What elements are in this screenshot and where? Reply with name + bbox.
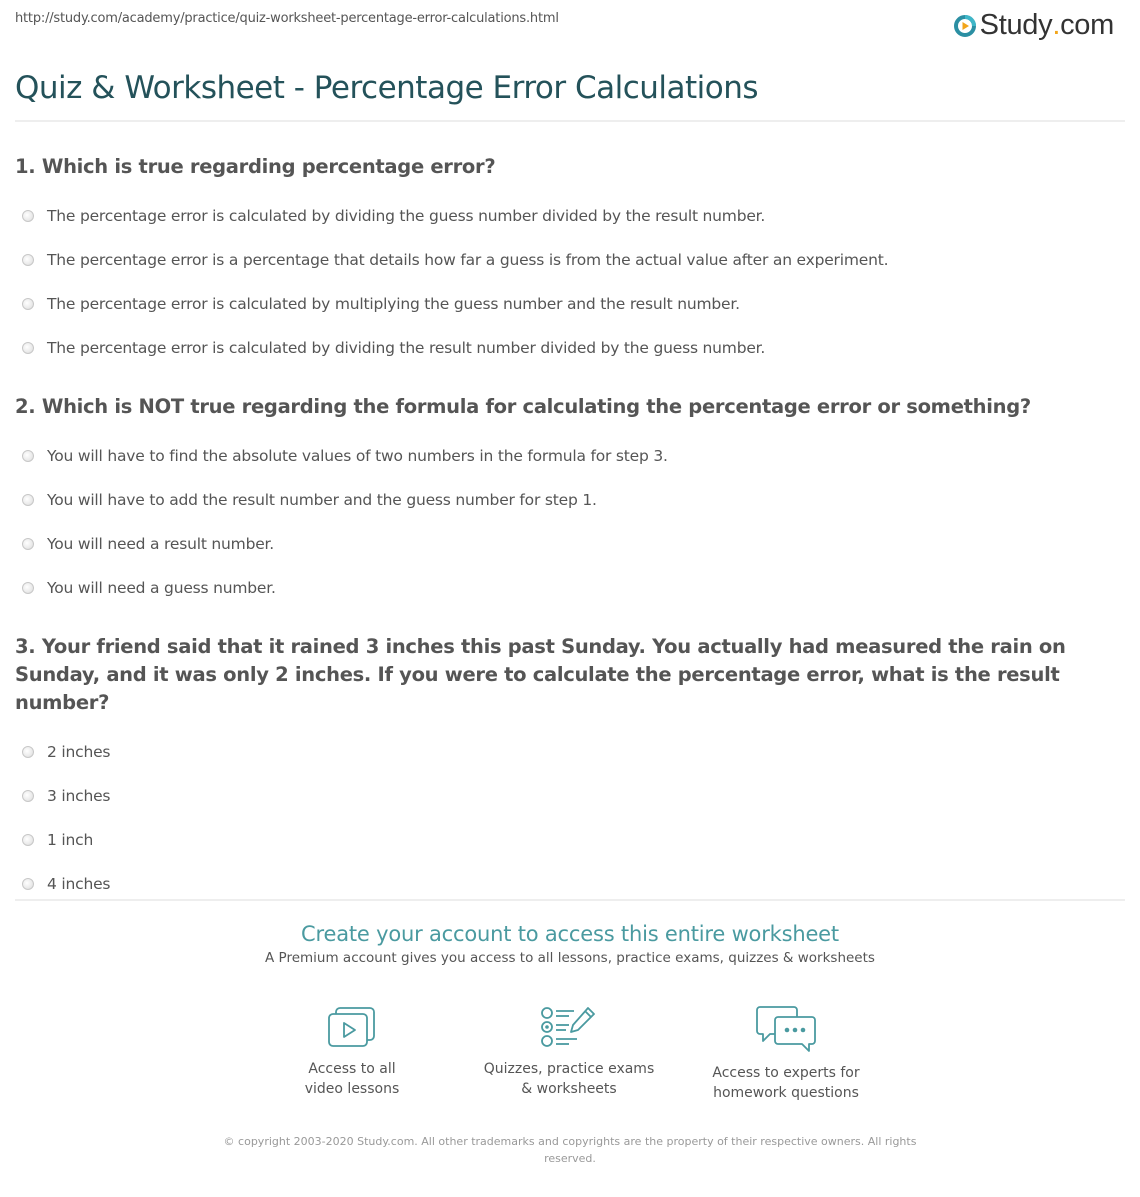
option-label: The percentage error is calculated by dividing the guess number divided by the result number.: [47, 207, 766, 225]
answer-option[interactable]: [15, 478, 1125, 522]
option-label: You will have to find the absolute values of two numbers in the formula for step 3.: [47, 447, 668, 465]
answer-option[interactable]: [15, 238, 1125, 282]
answer-option[interactable]: [15, 522, 1125, 566]
radio-button[interactable]: [22, 298, 34, 310]
answer-option[interactable]: [15, 774, 1125, 818]
answer-option[interactable]: [15, 566, 1125, 610]
radio-button[interactable]: [22, 342, 34, 354]
option-label: The percentage error is calculated by dividing the result number divided by the guess number.: [47, 339, 766, 357]
question-3: [15, 633, 1125, 906]
feature-label-line2: video lessons: [304, 1081, 400, 1097]
radio-button[interactable]: [22, 582, 34, 594]
chat-bubbles-icon: [754, 1005, 818, 1053]
answer-options: [15, 730, 1125, 906]
video-lessons-icon: [326, 1005, 378, 1049]
study-logo[interactable]: [954, 9, 1114, 42]
option-label: You will need a guess number.: [47, 579, 276, 597]
option-label: 4 inches: [47, 875, 111, 893]
feature-label-line1: Access to all: [308, 1061, 396, 1077]
radio-button[interactable]: [22, 834, 34, 846]
radio-button[interactable]: [22, 790, 34, 802]
radio-button[interactable]: [22, 878, 34, 890]
radio-button[interactable]: [22, 494, 34, 506]
signup-cta: [0, 922, 1140, 966]
logo-text: Study: [979, 9, 1053, 41]
quiz-checklist-icon: [541, 1005, 597, 1049]
feature-quizzes: [469, 1005, 669, 1099]
option-label: 1 inch: [47, 831, 94, 849]
feature-label-line2: homework questions: [713, 1085, 859, 1101]
answer-option[interactable]: [15, 326, 1125, 370]
option-label: The percentage error is a percentage that details how far a guess is from the actual value after an experiment.: [47, 251, 889, 269]
answer-option[interactable]: [15, 194, 1125, 238]
cta-subtitle: A Premium account gives you access to all lessons, practice exams, quizzes & worksheets: [265, 950, 875, 966]
answer-option[interactable]: [15, 434, 1125, 478]
radio-button[interactable]: [22, 210, 34, 222]
radio-button[interactable]: [22, 746, 34, 758]
option-label: 3 inches: [47, 787, 111, 805]
question-text: 2. Which is NOT true regarding the formula for calculating the percentage error or something?: [15, 395, 1031, 418]
answer-option[interactable]: [15, 282, 1125, 326]
answer-option[interactable]: [15, 730, 1125, 774]
feature-label-line2: & worksheets: [521, 1081, 617, 1097]
page-url: http://study.com/academy/practice/quiz-worksheet-percentage-error-calculations.html: [15, 11, 559, 26]
cta-divider: [15, 899, 1125, 901]
cta-title-link[interactable]: Create your account to access this entire worksheet: [301, 922, 839, 946]
question-text: 3. Your friend said that it rained 3 inches this past Sunday. You actually had measured the rain on Sunday, and it was only 2 inches. If you were to calculate the percentage error, what is the result number?: [15, 635, 1066, 714]
option-label: You will need a result number.: [47, 535, 275, 553]
play-circle-icon: [954, 15, 976, 37]
page-title: Quiz & Worksheet - Percentage Error Calculations: [15, 70, 759, 106]
feature-video-lessons: [252, 1005, 452, 1099]
answer-option[interactable]: [15, 818, 1125, 862]
option-label: The percentage error is calculated by multiplying the guess number and the result number.: [47, 295, 740, 313]
feature-label-line1: Quizzes, practice exams: [483, 1061, 655, 1077]
feature-label-line1: Access to experts for: [712, 1065, 860, 1081]
answer-options: [15, 194, 1125, 370]
feature-experts: [686, 1005, 886, 1103]
radio-button[interactable]: [22, 538, 34, 550]
radio-button[interactable]: [22, 254, 34, 266]
logo-suffix: com: [1060, 9, 1114, 41]
title-divider: [15, 120, 1125, 122]
logo-dot: .: [1052, 9, 1061, 41]
copyright-footer: © copyright 2003-2020 Study.com. All other trademarks and copyrights are the property of their respective owners. All rights reserved.: [223, 1135, 917, 1165]
question-1: [15, 153, 1125, 370]
option-label: You will have to add the result number and the guess number for step 1.: [47, 491, 597, 509]
answer-options: [15, 434, 1125, 610]
radio-button[interactable]: [22, 450, 34, 462]
option-label: 2 inches: [47, 743, 111, 761]
question-text: 1. Which is true regarding percentage error?: [15, 155, 496, 178]
question-2: [15, 393, 1125, 610]
